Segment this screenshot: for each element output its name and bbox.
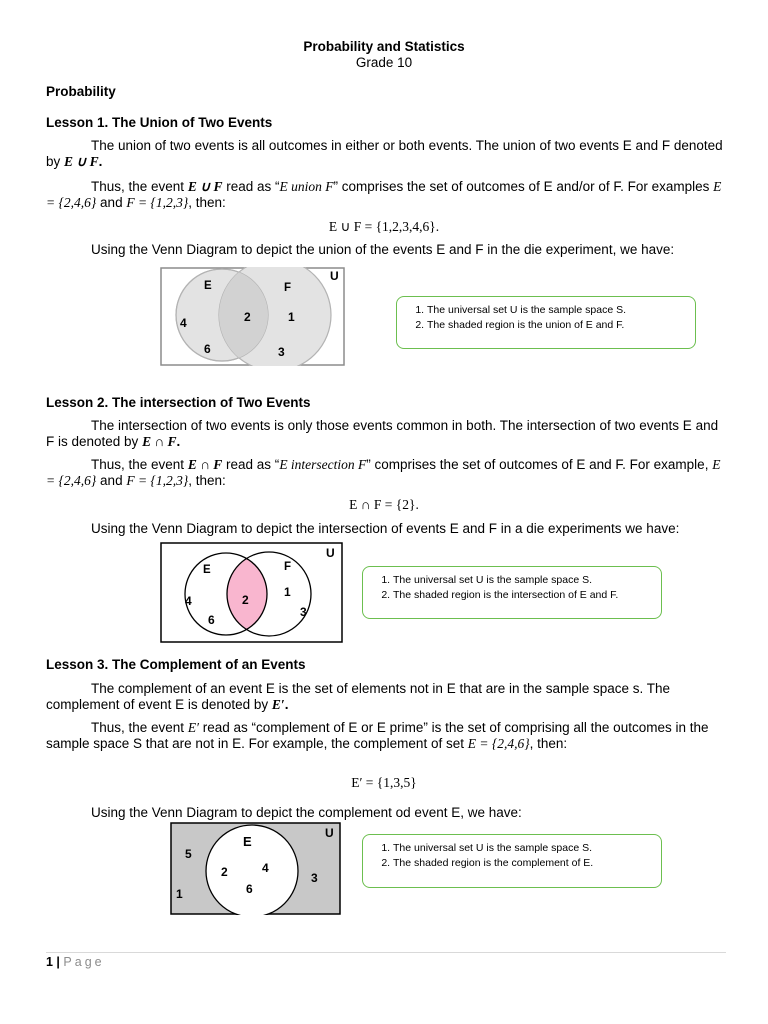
note-item: 1. The universal set U is the sample space S. xyxy=(393,841,653,856)
element-2: 2 xyxy=(242,593,249,607)
lesson2-paragraph-3: Using the Venn Diagram to depict the intersection of events E and F in a die experiments we have: xyxy=(91,521,680,536)
lesson3-paragraph-1: The complement of an event E is the set of elements not in E that are in the sample space s. The complement of event E is denoted by E′. xyxy=(46,681,671,712)
lesson1-heading: Lesson 1. The Union of Two Events xyxy=(46,115,273,130)
element-4: 4 xyxy=(180,316,187,330)
universal-set-label: U xyxy=(325,826,334,840)
note-item: 2. The shaded region is the complement of E. xyxy=(393,856,653,871)
event-e-label: E xyxy=(243,834,252,849)
note-item: 1. The universal set U is the sample space S. xyxy=(393,573,653,588)
page-footer: 1 | Page xyxy=(46,955,105,969)
lesson3-paragraph-3: Using the Venn Diagram to depict the complement od event E, we have: xyxy=(91,805,522,820)
lesson2-equation: E ∩ F = {2}. xyxy=(349,497,419,512)
element-2: 2 xyxy=(221,865,228,879)
event-f-label: F xyxy=(284,282,292,294)
document-title: Probability and Statistics xyxy=(303,39,465,54)
element-3: 3 xyxy=(300,605,307,619)
lesson2-note-box xyxy=(362,566,662,619)
element-4: 4 xyxy=(185,594,192,608)
element-3: 3 xyxy=(278,345,285,359)
element-1: 1 xyxy=(284,585,291,599)
event-f-label: F xyxy=(284,561,292,573)
element-2: 2 xyxy=(244,310,251,324)
lesson2-paragraph-2: Thus, the event E ∩ F read as “E intersection F” comprises the set of outcomes of E and F. For example, E = {2,4,6} and F = {1,2,3}, then: xyxy=(46,457,721,488)
lesson3-note-box xyxy=(362,834,662,888)
union-venn-diagram xyxy=(160,267,345,366)
element-1: 1 xyxy=(176,887,183,901)
element-1: 1 xyxy=(288,310,295,324)
lesson3-equation: E′ = {1,3,5} xyxy=(351,775,417,790)
lesson1-note-box xyxy=(396,296,696,349)
universal-set-label: U xyxy=(330,269,339,283)
lesson3-heading: Lesson 3. The Complement of an Events xyxy=(46,657,306,672)
universal-set-label: U xyxy=(326,546,335,560)
footer-divider xyxy=(46,952,726,953)
intersection-venn-diagram xyxy=(160,542,343,643)
event-e-circle xyxy=(206,825,298,915)
lesson1-paragraph-1: The union of two events is all outcomes in either or both events. The union of two events E and F denoted by E ∪ F. xyxy=(46,138,723,169)
lesson1-paragraph-2: Thus, the event E ∪ F read as “E union F” comprises the set of outcomes of E and/or of F. For examples E = {2,4,6} and F = {1,2,3}, then: xyxy=(46,179,722,210)
element-6: 6 xyxy=(208,613,215,627)
element-6: 6 xyxy=(246,882,253,896)
element-3: 3 xyxy=(311,871,318,885)
lesson1-equation: E ∪ F = {1,2,3,4,6}. xyxy=(328,219,440,234)
lesson2-paragraph-1: The intersection of two events is only those events common in both. The intersection of two events E and F is denoted by E ∩ F. xyxy=(46,418,719,449)
event-e-label: E xyxy=(204,280,212,292)
note-item: 2. The shaded region is the union of E and F. xyxy=(427,318,687,333)
document-subtitle: Grade 10 xyxy=(355,55,413,70)
note-item: 2. The shaded region is the intersection of E and F. xyxy=(393,588,653,603)
complement-venn-diagram xyxy=(170,822,341,915)
section-heading: Probability xyxy=(46,84,116,99)
lesson2-heading: Lesson 2. The intersection of Two Events xyxy=(46,395,311,410)
note-item: 1. The universal set U is the sample space S. xyxy=(427,303,687,318)
page-word: Page xyxy=(63,955,105,969)
element-6: 6 xyxy=(204,342,211,356)
page-number: 1 xyxy=(46,955,53,969)
element-5: 5 xyxy=(185,847,192,861)
element-4: 4 xyxy=(262,861,269,875)
lesson1-paragraph-3: Using the Venn Diagram to depict the union of the events E and F in the die experiment, we have: xyxy=(91,242,675,257)
event-e-label: E xyxy=(203,564,211,576)
lesson3-paragraph-2: Thus, the event E′ read as “complement of E or E prime” is the set of comprising all the outcomes in the sample space S that are not in E. For example, the complement of set E = {2,4,6}, then: xyxy=(46,720,709,751)
